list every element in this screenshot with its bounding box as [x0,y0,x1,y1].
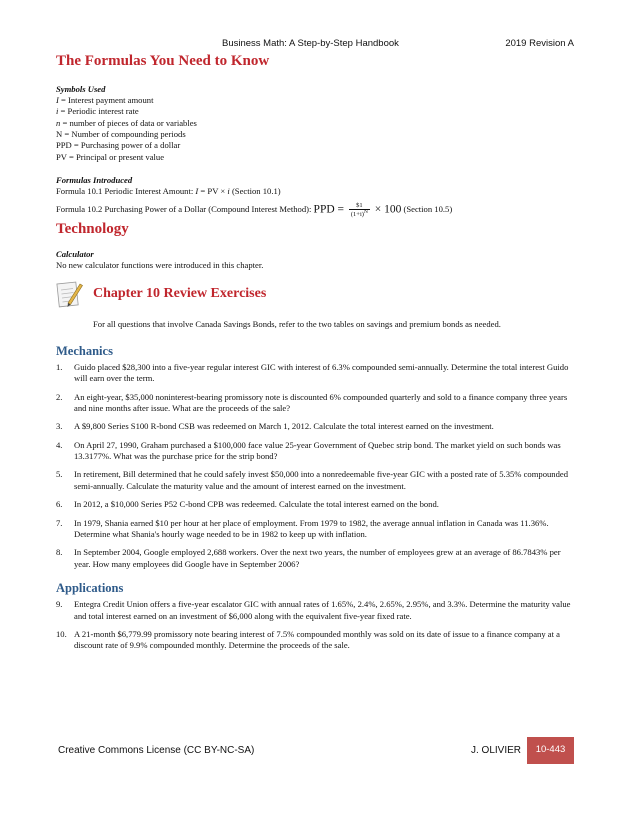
symbol-item: I = Interest payment amount [56,94,154,105]
symbol-item: N = Number of compounding periods [56,128,186,139]
list-item: 8. In September 2004, Google employed 2,688 workers. Over the next two years, the number of employees grew at an average of 86.7843% per year. How many employees did Google have in September 2006? [56,547,561,569]
list-item: 9. Entegra Credit Union offers a five-year escalator GIC with annual rates of 1.65%, 2.4%, 2.65%, 2.95%, and 3.3%. Determine the maturity value and total interest earned on an investment of $6,000 along with the equivalent five-year fixed rate. [56,599,571,621]
mechanics-list [56,362,576,570]
list-item: 3. A $9,800 Series S100 R-bond CSB was redeemed on March 1, 2012. Calculate the total interest earned on the investment. [56,421,494,432]
formulas-introduced-heading: Formulas Introduced [56,174,133,185]
symbol-item: n = number of pieces of data or variables [56,117,197,128]
symbol-item: PPD = Purchasing power of a dollar [56,140,181,151]
footer-license: Creative Commons License (CC BY-NC-SA) [58,745,255,756]
formula-fraction: $\frac{\$1}{(1+i)^N}$ [350,201,368,218]
page-content [56,52,576,659]
chapter-title-row [56,279,576,309]
symbols-list [56,95,576,163]
chapter-title: Chapter 10 Review Exercises [93,285,267,301]
list-item: 7. In 1979, Shania earned $10 per hour at her place of employment. From 1979 to 1982, the average annual inflation in Canada was 11.36%. Determine what Shania's hourly wage needed to be in 1982 to keep up with inflation. [56,517,549,539]
list-item: 4. On April 27, 1990, Graham purchased a $100,000 face value 25-year Government of Quebec strip bond. The market yield on such bonds was 13.3177%. What was the purchase price for the strip bond? [56,439,561,462]
list-item: 10. A 21-month $6,779.99 promissory note bearing interest of 7.5% compounded monthly was sold on its date of issue to a finance company at a discount rate of 9.9% compounded monthly. Determine the proceeds of the sale. [56,629,560,651]
chapter-intro: For all questions that involve Canada Savings Bonds, refer to the two tables on savings and premium bonds as needed. [93,319,501,330]
technology-heading: Technology [56,221,129,238]
notepad-pencil-icon [56,279,84,309]
calculator-text: No new calculator functions were introduced in this chapter. [56,259,264,270]
running-header-title: Business Math: A Step-by-Step Handbook [222,38,399,49]
formula-10-1: Formula 10.1 Periodic Interest Amount: I = PV × i (Section 10.1) [56,186,281,197]
symbol-item: i = Periodic interest rate [56,106,139,117]
running-header-revision: 2019 Revision A [505,38,574,49]
list-item: 5. In retirement, Bill determined that he could safely invest $50,000 into a nonredeemable five-year GIC with a posted rate of 5.35% compounded semi-annually. Calculate the maturity value and the amount of interest earned on the investment. [56,469,568,491]
footer-author: J. OLIVIER [471,745,522,756]
list-item: 2. An eight-year, $35,000 noninterest-bearing promissory note is discounted 6% compounded quarterly and sold to a finance company three years and nine months after issue. What are the proceeds of the sale? [56,391,568,414]
formula-10-2: Formula 10.2 Purchasing Power of a Dollar (Compound Interest Method): PPD = $\frac{\$1}{(1+i)^N}$ × 100 (Section 10.5) [56,201,453,218]
symbols-heading: Symbols Used [56,83,106,94]
calculator-heading: Calculator [56,248,94,259]
mechanics-heading: Mechanics [56,343,113,358]
applications-list [56,599,576,651]
list-item: 1. Guido placed $28,300 into a five-year regular interest GIC with interest of 6.3% compounded semi-annually. Determine the total interest Guido will earn over the term. [56,362,569,384]
applications-heading: Applications [56,580,124,595]
symbol-item: PV = Principal or present value [56,151,165,162]
page-number-badge: 10-443 [527,737,574,764]
formulas-heading: The Formulas You Need to Know [56,53,270,69]
list-item: 6. In 2012, a $10,000 Series P52 C-bond CPB was redeemed. Calculate the total interest earned on the bond. [56,499,439,510]
